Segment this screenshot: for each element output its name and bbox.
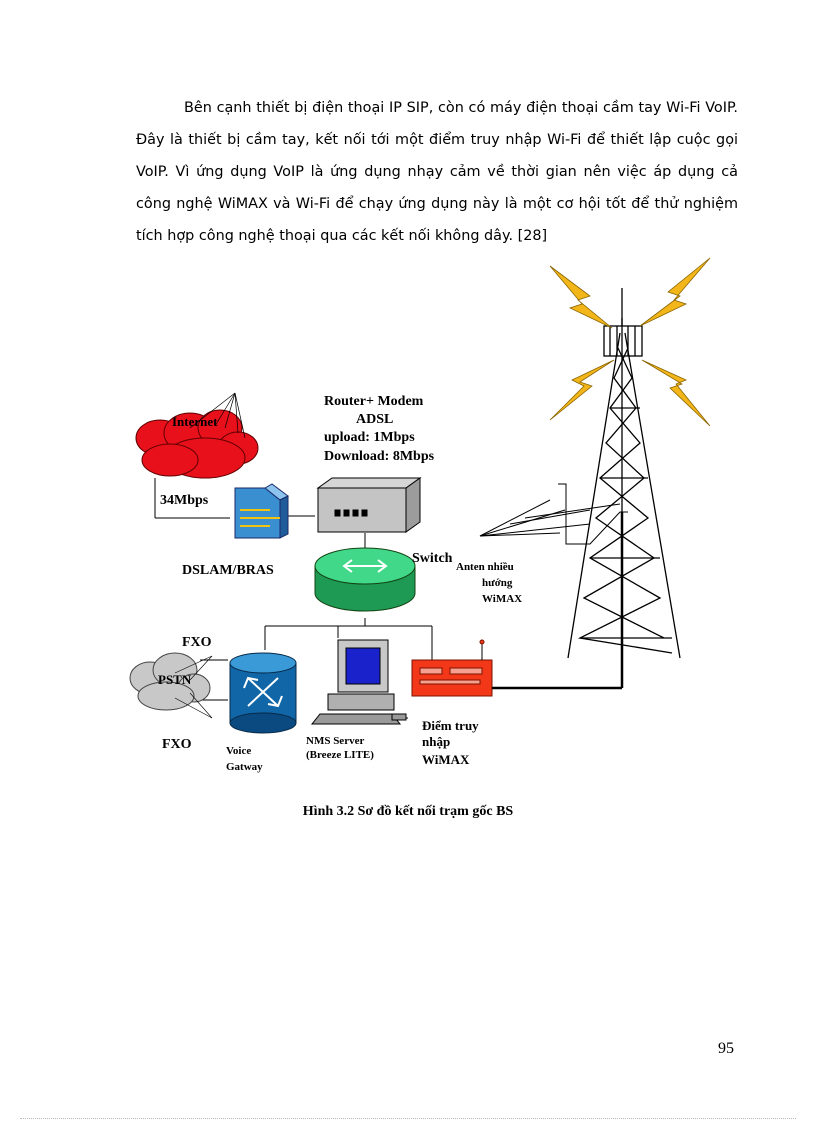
switch-label: Switch (412, 551, 453, 566)
pstn-label: PSTN (158, 672, 192, 687)
wimax-antenna (480, 484, 628, 544)
nms-server-computer (312, 640, 406, 724)
page-bottom-border (20, 1118, 796, 1119)
router-label-line2: ADSL (356, 412, 394, 427)
nms-server-label-line2: (Breeze LITE) (306, 749, 374, 761)
network-diagram (120, 248, 740, 778)
antenna-label-line2: hướng (482, 577, 513, 589)
dslam-bras-device (235, 484, 288, 538)
internet-label: Internet (172, 414, 218, 429)
voice-gateway-label-line2: Gatway (226, 761, 263, 773)
switch-device (315, 548, 415, 611)
page-number: 95 (718, 1040, 734, 1057)
wimax-access-point (412, 640, 492, 696)
antenna-label-line3: WiMAX (482, 593, 523, 605)
ap-label-line3: WiMAX (422, 752, 470, 767)
router-modem-box (318, 478, 420, 532)
fxo-bottom-label: FXO (162, 737, 192, 752)
dslam-label: DSLAM/BRAS (182, 563, 274, 578)
voice-gateway-device (230, 653, 296, 733)
link-speed-label: 34Mbps (160, 493, 209, 508)
router-label-upload: upload: 1Mbps (324, 430, 415, 445)
base-station-tower (568, 288, 680, 658)
figure-caption: Hình 3.2 Sơ đồ kết nối trạm gốc BS (302, 804, 514, 819)
body-paragraph: Bên cạnh thiết bị điện thoại IP SIP, còn có máy điện thoại cầm tay Wi-Fi VoIP. Đây là thiết bị cầm tay, kết nối tới một điểm truy nhập Wi-Fi để thiết lập cuộc gọi VoIP. Vì ứng dụng VoIP là ứng dụng nhạy cảm về thời gian nên việc áp dụng cả công nghệ WiMAX và Wi-Fi để chạy ứng dụng này là một cơ hội tốt để thử nghiệm tích hợp công nghệ thoại qua các kết nối không dây. [28] (136, 100, 738, 244)
fxo-top-label: FXO (182, 635, 212, 650)
antenna-label-line1: Anten nhiều (456, 561, 514, 573)
ap-label-line1: Điểm truy (422, 718, 479, 733)
ap-label-line2: nhập (422, 734, 451, 749)
nms-server-label-line1: NMS Server (306, 735, 365, 747)
router-label-download: Download: 8Mbps (324, 449, 435, 464)
router-label-line1: Router+ Modem (324, 394, 424, 409)
voice-gateway-label-line1: Voice (226, 745, 252, 757)
